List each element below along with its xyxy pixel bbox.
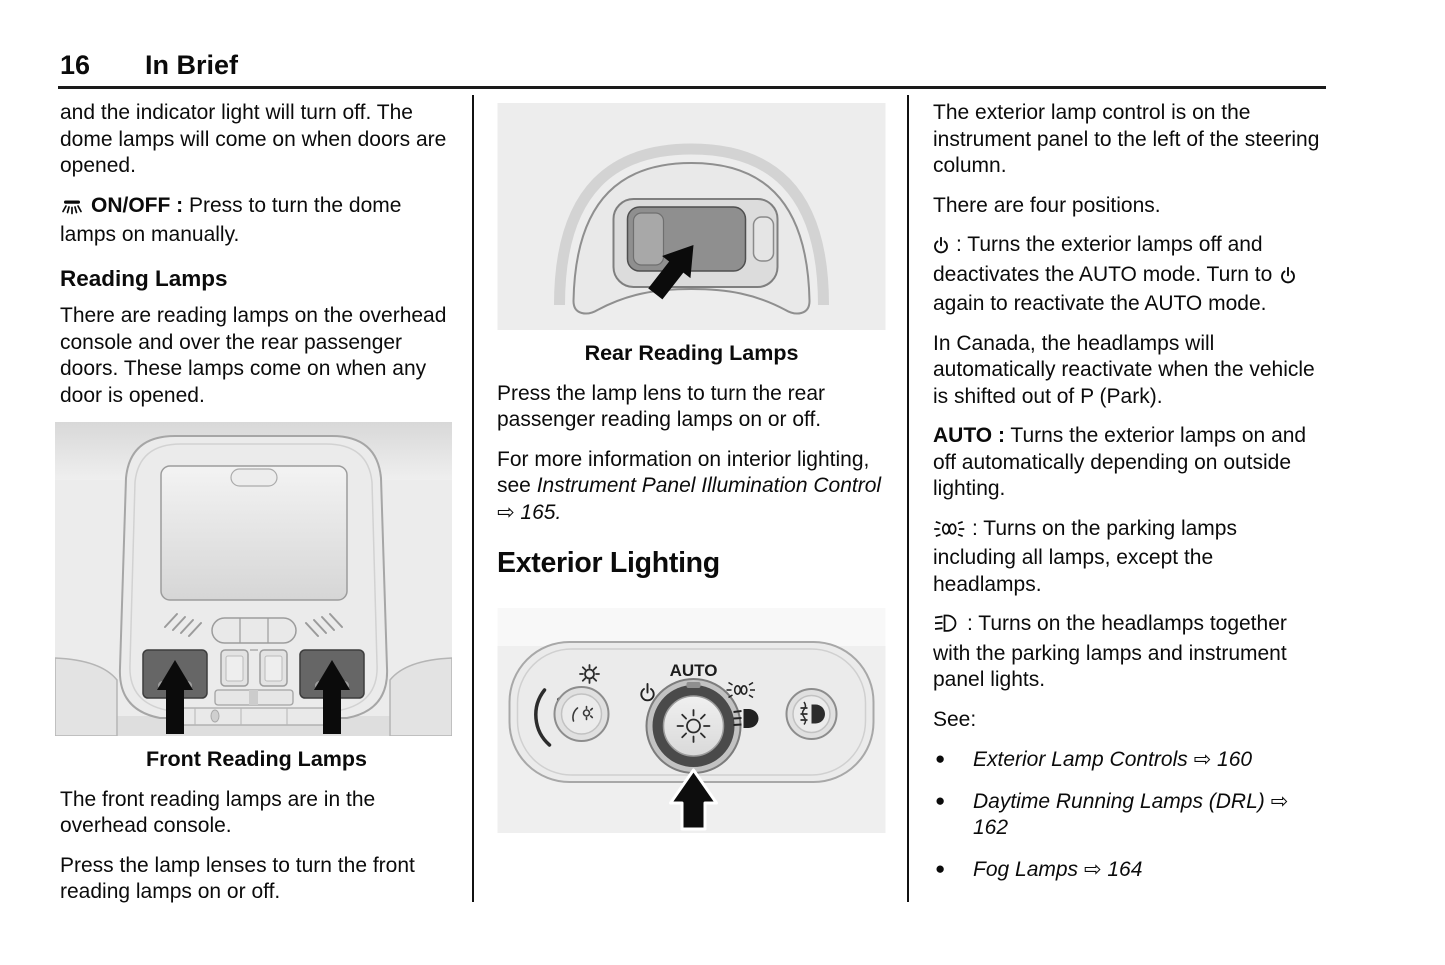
link-text: Daytime Running Lamps (DRL): [973, 789, 1265, 813]
paragraph-parking-lamps: [933, 516, 1325, 599]
paragraph-more-info: [497, 447, 886, 527]
parking-lamps-text: : Turns on the parking lamps including all lamps, except the headlamps.: [933, 516, 1237, 596]
page-ref: ⇨ 162: [973, 789, 1289, 839]
list-item: [933, 789, 1325, 842]
page-ref: ⇨ 160: [1193, 748, 1253, 771]
heading-reading-lamps: Reading Lamps: [60, 265, 228, 291]
column-divider-2: [907, 95, 909, 902]
headlamps-position-icon: [734, 709, 759, 728]
front-reading-lamps-illustration: [55, 422, 452, 736]
paragraph-control-location: The exterior lamp control is on the instrument panel to the left of the steering column.: [933, 101, 1320, 177]
auto-label: AUTO :: [933, 424, 1005, 447]
paragraph-front-2: Press the lamp lenses to turn the front reading lamps on or off.: [60, 853, 415, 903]
paragraph-auto: [933, 423, 1325, 503]
paragraph-front-1: The front reading lamps are in the overhead console.: [60, 787, 376, 837]
bullet-icon: ●: [935, 749, 946, 768]
paragraph-off-position: [933, 232, 1325, 318]
see-label: See:: [933, 707, 977, 731]
front-reading-lamps-figure: [55, 422, 452, 736]
column-divider-1: [472, 95, 474, 902]
exterior-lamp-control-illustration: [497, 608, 886, 833]
onoff-label: ON/OFF :: [91, 193, 184, 217]
page-title: In Brief: [145, 50, 239, 80]
list-item: [933, 857, 1325, 884]
auto-position-label: AUTO: [669, 660, 718, 680]
paragraph-onoff: [60, 193, 453, 249]
see-list: [933, 747, 1325, 883]
paragraph-positions: There are four positions.: [933, 193, 1161, 217]
info-page-ref: ⇨ 165.: [497, 500, 562, 524]
column-left: [60, 95, 453, 919]
page-ref: ⇨ 164: [1083, 857, 1143, 881]
power-icon: [933, 235, 949, 262]
link-text: Exterior Lamp Controls: [973, 748, 1188, 771]
column-middle: [497, 95, 886, 833]
paragraph-rear: Press the lamp lens to turn the rear passenger reading lamps on or off.: [497, 381, 825, 431]
rear-reading-lamps-figure: [497, 103, 886, 330]
heading-exterior-lighting: Exterior Lighting: [497, 547, 720, 579]
power-icon: [1280, 265, 1296, 292]
dome-lamp-icon: [60, 196, 84, 223]
header-rule: [58, 86, 1326, 89]
info-link-title: Instrument Panel Illumination Control: [536, 474, 882, 497]
page-number: 16: [60, 50, 91, 80]
onoff-text: Press to turn the dome lamps on manually.: [60, 193, 402, 246]
bullet-icon: ●: [935, 858, 946, 878]
link-text: Fog Lamps: [973, 857, 1079, 881]
paragraph-reading: There are reading lamps on the overhead console and over the rear passenger doors. These lamps come on when any door is opened.: [60, 304, 447, 407]
info-text: For more information on interior lighting, see: [497, 447, 870, 497]
caption-front-reading-lamps: Front Reading Lamps: [146, 747, 367, 771]
exterior-lamp-control-figure: [497, 608, 886, 833]
bullet-icon: ●: [935, 790, 946, 810]
off-text-2: again to reactivate the AUTO mode.: [933, 292, 1267, 315]
column-right: [933, 95, 1325, 898]
rear-reading-lamps-illustration: [497, 103, 886, 330]
headlamps-icon: [933, 613, 960, 641]
paragraph-headlamps: [933, 611, 1325, 694]
paragraph-indicator: and the indicator light will turn off. The dome lamps will come on when doors are opened.: [60, 101, 447, 177]
exterior-lamp-knob: [664, 696, 724, 756]
parking-lamps-icon: [933, 519, 965, 546]
paragraph-canada: In Canada, the headlamps will automatically reactivate when the vehicle is shifted out of P (Park).: [933, 331, 1315, 408]
caption-rear-reading-lamps: Rear Reading Lamps: [584, 341, 799, 365]
list-item: [933, 747, 1325, 774]
off-text-1: : Turns the exterior lamps off and deactivates the AUTO mode. Turn to: [933, 233, 1279, 286]
auto-text: Turns the exterior lamps on and off automatically depending on outside lighting.: [933, 424, 1307, 500]
headlamps-text: : Turns on the headlamps together with the parking lamps and instrument panel lights.: [933, 612, 1287, 691]
